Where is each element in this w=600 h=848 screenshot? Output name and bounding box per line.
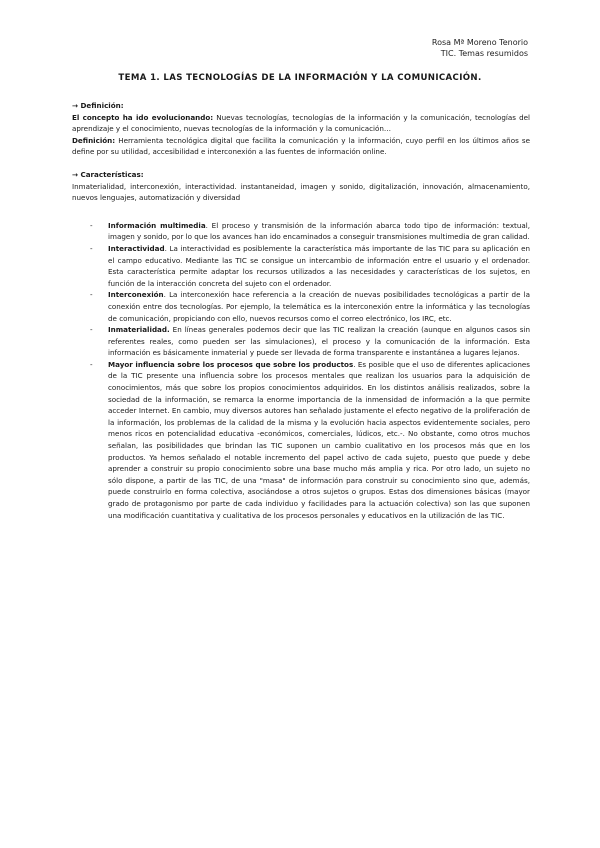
item-text: . El proceso y transmisión de la información abarca todo tipo de información: textual, imagen y sonido, por lo que los avances han ido encaminados a conseguir transmisiones multimedia de gran calidad. (108, 220, 530, 242)
item-term: Inmaterialidad. (108, 325, 170, 335)
list-item (72, 289, 530, 324)
item-term: Interactividad (108, 243, 165, 253)
header-subtitle: TIC. Temas resumidos (440, 49, 528, 58)
list-dash: - (90, 290, 93, 300)
list-item (72, 359, 530, 521)
item-text: . La interconexión hace referencia a la creación de nuevas posibilidades tecnológicas a partir de la conexión entre dos tecnologías. Por ejemplo, la telemática es la interconexión entre la informática y las tecnologías de comunicación, propiciando con ello, nuevos recursos como el correo electrónico, los IRC, etc. (108, 290, 530, 323)
item-text: En líneas generales podemos decir que las TIC realizan la creación (aunque en algunos casos sin referentes reales, como pueden ser las simulaciones), el proceso y la comunicación de la información. Esta información es básicamente inmaterial y puede ser llevada de forma transparente e instantánea a lugares lejanos. (108, 325, 530, 358)
page-header (432, 37, 528, 59)
caracteristicas-heading: → Características: (72, 169, 144, 179)
concept-paragraph (72, 112, 530, 135)
item-term: Información multimedia (108, 220, 206, 230)
spacer (72, 158, 530, 169)
item-text: . La interactividad es posiblemente la característica más importante de las TIC para su aplicación en el campo educativo. Mediante las TIC se consigue un intercambio de información entre el usuario y el ordenador. Esta característica permite adaptar los recursos utilizados a las necesidades y características de los sujetos, en función de la interacción concreta del sujeto con el ordenador. (108, 243, 530, 288)
item-text: . Es posible que el uso de diferentes aplicaciones de la TIC presente una influencia sobre los procesos mentales que realizan los usuarios para la adquisición de conocimientos, más que sobre los propios conocimientos adquiridos. En los distintos análisis realizados, sobre la sociedad de la información, se remarca la enorme importancia de la inmensidad de información a la que permite acceder Internet. En cambio, muy diversos autores han señalado justamente el efecto negativo de la proliferación de la información, los problemas de la calidad de la misma y la evolución hacia aspectos evidentemente sociales, pero menos ricos en potencialidad educativa -económicos, comerciales, lúdicos, etc.-. No obstante, como otros muchos señalan, las posibilidades que brindan las TIC suponen un cambio cualitativo en los procesos más que en los productos. Ya hemos señalado el notable incremento del papel activo de cada sujeto, puesto que puede y debe aprender a construir su propio conocimiento sobre una base mucho más amplia y rica. Por otro lado, un sujeto no sólo dispone, a partir de las TIC, de una "masa" de información para construir su conocimiento sino que, además, puede construirlo en forma colectiva, asociándose a otros sujetos o grupos. Estas dos dimensiones básicas (mayor grado de protagonismo por parte de cada individuo y facilidades para la actuación colectiva) son las que suponen una modificación cuantitativa y cualitativa de los procesos personales y educativos en la utilización de las TIC. (108, 359, 530, 520)
concept-term: El concepto ha ido evolucionando: (72, 112, 214, 122)
list-item (72, 243, 530, 289)
characteristics-list (72, 220, 530, 521)
list-dash: - (90, 325, 93, 335)
definition-text: Herramienta tecnológica digital que facilita la comunicación y la información, cuyo perfil en los últimos años se define por su utilidad, accesibilidad e interconexión a las fuentes de información online. (72, 135, 530, 157)
header-author: Rosa Mª Moreno Tenorio (431, 38, 528, 47)
caracteristicas-summary: Inmaterialidad, interconexión, interactividad. instantaneidad, imagen y sonido, digitalización, innovación, almacenamiento, nuevos lenguajes, automatización y diversidad (72, 181, 530, 203)
item-term: Mayor influencia sobre los procesos que sobre los productos (108, 359, 354, 369)
list-dash: - (90, 243, 93, 253)
document-body (72, 100, 530, 521)
list-dash: - (90, 359, 93, 369)
definition-term: Definición: (72, 135, 116, 145)
list-dash: - (90, 220, 93, 230)
list-item (72, 324, 530, 359)
spacer (72, 204, 530, 220)
definition-paragraph (72, 135, 530, 158)
concept-text: Nuevas tecnologías, tecnologías de la información y la comunicación, tecnologías del aprendizaje y el conocimiento, nuevas tecnologías de la información y la comunicación… (72, 112, 530, 134)
definicion-heading: → Definición: (72, 101, 124, 110)
item-term: Interconexión (108, 290, 164, 300)
document-title: TEMA 1. LAS TECNOLOGÍAS DE LA INFORMACIÓN Y LA COMUNICACIÓN. (118, 73, 482, 83)
list-item (72, 220, 530, 243)
